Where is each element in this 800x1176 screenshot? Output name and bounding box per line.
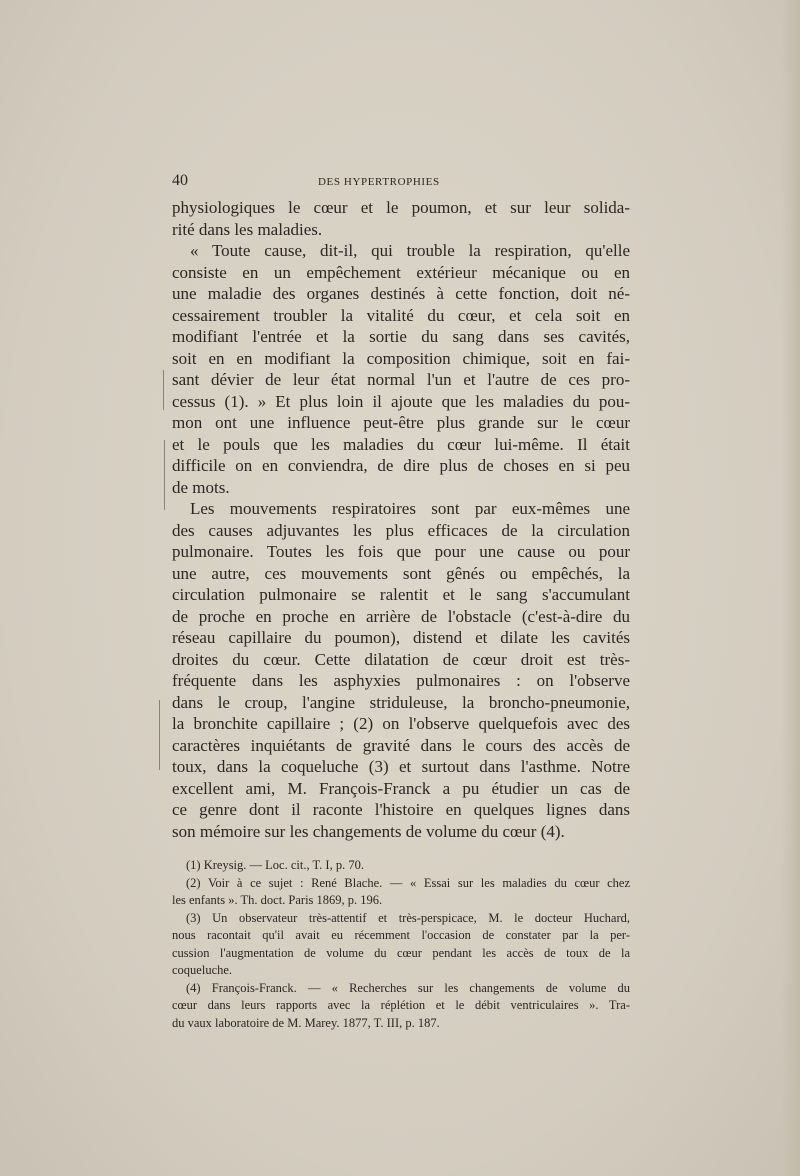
footnote-line: coqueluche. <box>172 963 233 977</box>
running-head: DES HYPERTROPHIES <box>318 176 440 188</box>
body-line: toux, dans la coqueluche (3) et surtout dans l'asthme. Notre <box>172 757 630 776</box>
body-line: de proche en proche en arrière de l'obstacle (c'est-à-dire du <box>172 606 630 626</box>
body-line: de mots. <box>172 477 230 497</box>
body-line: une maladie des organes destinés à cette fonction, doit né- <box>172 284 630 303</box>
footnote-line: nous racontait qu'il avait eu récemment l'occasion de constater par la per- <box>172 928 630 942</box>
body-line: dans le croup, l'angine striduleuse, la broncho-pneumonie, <box>172 692 630 712</box>
footnote-line: (1) Kreysig. — Loc. cit., T. I, p. 70. <box>186 858 364 872</box>
footnote-line: (2) Voir à ce sujet : René Blache. — « Essai sur les maladies du cœur chez <box>186 875 630 890</box>
body-line: ce genre dont il raconte l'histoire en quelques lignes dans <box>172 800 630 819</box>
body-line: une autre, ces mouvements sont gênés ou empêchés, la <box>172 563 630 583</box>
margin-mark <box>159 700 160 770</box>
body-line: physiologiques le cœur et le poumon, et sur leur solida- <box>172 198 630 217</box>
body-line: des causes adjuvantes les plus efficaces de la circulation <box>172 520 630 540</box>
footnote-line: les enfants ». Th. doct. Paris 1869, p. 196. <box>172 893 383 907</box>
body-text <box>172 197 630 842</box>
body-line: la bronchite capillaire ; (2) on l'observe quelquefois avec des <box>172 714 630 733</box>
footnote-line: cussion l'augmentation de volume du cœur pendant les accès de toux de la <box>172 945 630 960</box>
body-line: droites du cœur. Cette dilatation de cœur droit est très- <box>172 649 630 669</box>
page-edge-shadow <box>782 0 800 1176</box>
footnote-line: du vaux laboratoire de M. Marey. 1877, T. III, p. 187. <box>172 1015 440 1030</box>
page-number: 40 <box>172 172 188 189</box>
footnote-line: cœur dans leurs rapports avec la réplétion et le débit ventriculaires ». Tra- <box>172 998 630 1012</box>
body-line: fréquente dans les asphyxies pulmonaires : on l'observe <box>172 671 630 690</box>
body-line: difficile on en conviendra, de dire plus de choses en si peu <box>172 456 630 475</box>
body-line: cessairement troubler la vitalité du cœur, et cela soit en <box>172 305 630 325</box>
footnote-line: (3) Un observateur très-attentif et très-perspicace, M. le docteur Huchard, <box>186 910 630 925</box>
body-line: et le pouls que les maladies du cœur lui-même. Il était <box>172 434 630 454</box>
body-line: soit en en modifiant la composition chimique, soit en fai- <box>172 348 630 368</box>
body-line: cessus (1). » Et plus loin il ajoute que les maladies du pou- <box>172 391 630 411</box>
body-line: sant dévier de leur état normal l'un et l'autre de ces pro- <box>172 370 630 389</box>
body-line: « Toute cause, dit-il, qui trouble la respiration, qu'elle <box>190 241 630 260</box>
page-header <box>172 172 642 194</box>
body-line: réseau capillaire du poumon), distend et dilate les cavités <box>172 628 630 647</box>
footnotes <box>172 857 630 1032</box>
body-line: circulation pulmonaire se ralentit et le sang s'accumulant <box>172 585 630 604</box>
body-line: modifiant l'entrée et la sortie du sang dans ses cavités, <box>172 327 630 346</box>
footnote-line: (4) François-Franck. — « Recherches sur les changements de volume du <box>186 980 630 995</box>
margin-mark <box>163 370 164 410</box>
body-line: son mémoire sur les changements de volume du cœur (4). <box>172 821 565 841</box>
body-line: excellent ami, M. François-Franck a pu étudier un cas de <box>172 778 630 798</box>
body-line: Les mouvements respiratoires sont par eux-mêmes une <box>190 499 630 518</box>
body-line: mon ont une influence peut-être plus grande sur le cœur <box>172 413 630 432</box>
body-line: consiste en un empêchement extérieur mécanique ou en <box>172 262 630 282</box>
body-line: rité dans les maladies. <box>172 219 323 239</box>
body-line: pulmonaire. Toutes les fois que pour une cause ou pour <box>172 542 630 561</box>
body-line: caractères inquiétants de gravité dans le cours des accès de <box>172 735 630 755</box>
margin-mark <box>164 440 165 510</box>
